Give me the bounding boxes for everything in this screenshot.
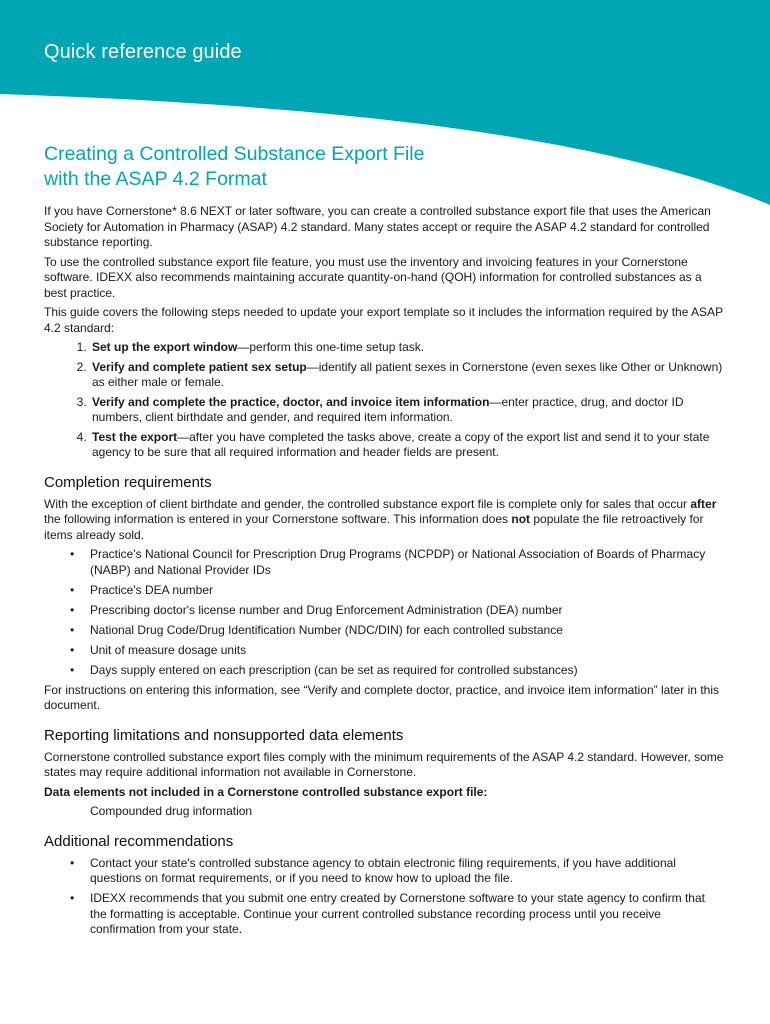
intro-paragraph-3: This guide covers the following steps needed to update your export template so it includes the information required by the ASAP 4.2 standard:: [44, 305, 723, 335]
list-item: • Practice's National Council for Prescription Drug Programs (NCPDP) or National Association of Boards of Pharmacy (NABP) and National Provider IDs: [90, 547, 724, 578]
step-item: [90, 360, 724, 391]
completion-bold-not: not: [511, 512, 531, 526]
step-title: Set up the export window: [92, 340, 238, 354]
completion-text-1: With the exception of client birthdate and gender, the controlled substance export file is complete only for sales that occur: [44, 496, 691, 511]
step-title: Test the export: [92, 429, 178, 444]
completion-paragraph: [44, 497, 724, 544]
intro-paragraph-1: If you have Cornerstone* 8.6 NEXT or later software, you can create a controlled substance export file that uses the American Society for Automation in Pharmacy (ASAP) 4.2 standard. Many states accept or require the ASAP 4.2 standard for controlled substance reporting.: [44, 204, 711, 249]
steps-list: [44, 340, 724, 461]
step-text: —enter practice, drug, and doctor ID numbers, client birthdate and gender, and required item information.: [92, 394, 684, 424]
completion-heading: Completion requirements: [44, 473, 212, 491]
list-item: • Days supply entered on each prescription (can be set as required for controlled substances): [90, 663, 724, 679]
step-title: Verify and complete the practice, doctor, and invoice item information: [92, 394, 490, 409]
step-text: —after you have completed the tasks above, create a copy of the export list and send it to your state agency to be sure that all required information and header fields are present.: [92, 429, 710, 459]
step-item: [90, 430, 724, 461]
completion-bold-after: after: [690, 496, 717, 511]
list-item: • Contact your state's controlled substance agency to obtain electronic filing requirements, if you have additional questions on format requirements, or if you need to know how to upload the file.: [90, 856, 724, 887]
step-item: [90, 395, 724, 426]
list-item: • National Drug Code/Drug Identification Number (NDC/DIN) for each controlled substance: [90, 623, 724, 639]
header-title: Quick reference guide: [44, 41, 242, 63]
completion-text-3: populate the file retroactively for items already sold.: [44, 512, 704, 542]
intro-paragraph-2: To use the controlled substance export file feature, you must use the inventory and invoicing features in your Cornerstone software. IDEXX also recommends maintaining accurate quantity-on-hand (QOH) information for controlled substances as a best practice.: [44, 254, 702, 300]
step-text: —perform this one-time setup task.: [237, 340, 425, 354]
completion-text-2: the following information is entered in your Cornerstone software. This information does: [44, 512, 512, 526]
limitations-subheading: [44, 785, 724, 801]
limitations-heading: Reporting limitations and nonsupported data elements: [44, 726, 404, 744]
list-item: • Practice's DEA number: [90, 583, 724, 599]
document-body: [44, 142, 724, 942]
limitations-item: Compounded drug information: [90, 804, 253, 818]
step-text: —identify all patient sexes in Cornerstone (even sexes like Other or Unknown) as either male or female.: [92, 359, 723, 389]
additional-heading: Additional recommendations: [44, 832, 234, 850]
list-item: • Prescribing doctor's license number and Drug Enforcement Administration (DEA) number: [90, 603, 724, 619]
list-item: • IDEXX recommends that you submit one entry created by Cornerstone software to your state agency to confirm that the formatting is acceptable. Continue your current controlled substance recording process until you receive confirmation from your state.: [90, 891, 724, 938]
document-title: Creating a Controlled Substance Export File with the ASAP 4.2 Format: [44, 143, 425, 190]
additional-list: [44, 856, 724, 938]
completion-instructions: For instructions on entering this information, see “Verify and complete doctor, practice, and invoice item information” later in this document.: [44, 682, 719, 712]
step-item: [90, 340, 724, 356]
list-item: • Unit of measure dosage units: [90, 643, 724, 659]
step-title: Verify and complete patient sex setup: [92, 359, 307, 374]
completion-list: [44, 547, 724, 678]
limitations-bold: Data elements not included in a Cornerstone controlled substance export file:: [44, 784, 488, 799]
limitations-paragraph: Cornerstone controlled substance export files comply with the minimum requirements of the ASAP 4.2 standard. However, some states may require additional information not available in Cornerstone.: [44, 749, 724, 779]
